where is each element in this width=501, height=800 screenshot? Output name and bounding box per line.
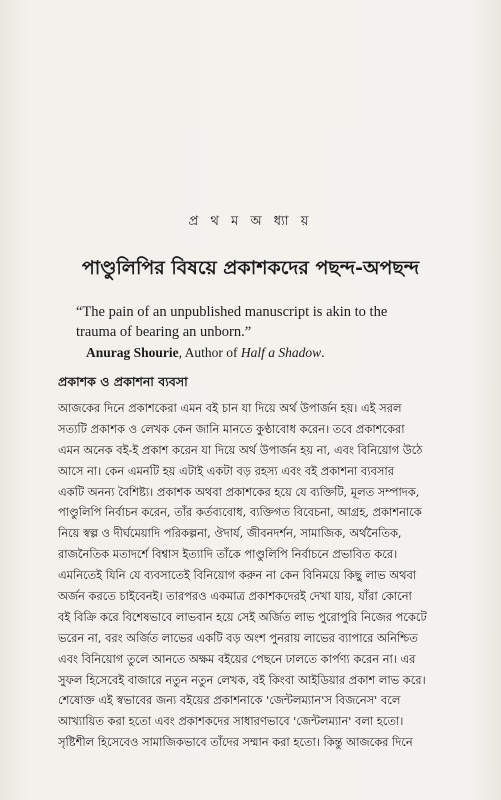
paragraph-line: একটি অনন্য বৈশিষ্ট্য। প্রকাশক অথবা প্রকাশকের হয়ে যে ব্যক্তিটি, মূলত সম্পাদক, xyxy=(58,484,420,499)
paragraph-line: শেষোক্ত এই স্বভাবের জন্য বইয়ের প্রকাশনাকে 'জেন্টলম্যান'স বিজনেস' বলে xyxy=(58,693,401,708)
paragraph-line: বই বিক্রি করে বিশেষভাবে লাভবান হয়ে সেই অর্জিত লাভ পুরোপুরি নিজের পকেটে xyxy=(58,609,427,624)
paragraph-line: আসে না। কেন এমনটি হয় এটাই একটা বড় রহস্য এবং বই প্রকাশনা ব্যবসার xyxy=(58,463,395,478)
paragraph-line: অর্জন করতে চাইবেনই। তারপরও একমাত্র প্রকাশকদেরই দেখা যায়, যাঁরা কোনো xyxy=(58,589,412,604)
epigraph-author: Anurag Shourie xyxy=(86,345,179,360)
paragraph-line: সত্যটি প্রকাশক ও লেখক কেন জানি মানতে কুণ্ঠাবোধ করেন। তবে প্রকাশকেরা xyxy=(58,421,405,436)
paragraph-line: আখ্যায়িত করা হতো এবং প্রকাশকদের সাধারণভাবে 'জেন্টলম্যান' বলা হতো। xyxy=(58,714,404,729)
section-heading: প্রকাশক ও প্রকাশনা ব্যবসা xyxy=(58,374,188,389)
paragraph-line: সৃষ্টিশীল হিসেবেও সামাজিকভাবে তাঁদের সম্মান করা হতো। কিন্তু আজকের দিনে xyxy=(58,735,413,750)
paragraph-line: রাজনৈতিক মতাদর্শে বিশ্বাস ইত্যাদি তাঁকে পাণ্ডুলিপি নির্বাচনে প্রভাবিত করে। xyxy=(58,547,398,562)
body-paragraph xyxy=(58,398,458,753)
chapter-label: প্র থ ম অ ধ্যা য় xyxy=(188,214,313,229)
paragraph-line: আজকের দিনে প্রকাশকেরা এমন বই চান যা দিয়ে অর্থ উপার্জন হয়। এই সরল xyxy=(58,401,402,415)
epigraph-line-2: trauma of bearing an unborn.” xyxy=(76,324,252,340)
paragraph-line: ভরেন না, বরং অর্জিত লাভের একটি বড় অংশ পুনরায় লাভের ব্যাপারে অনিশ্চিত xyxy=(58,630,418,645)
paragraph-line: নিয়ে স্বল্প ও দীর্ঘমেয়াদি পরিকল্পনা, ঔদার্য, জীবনদর্শন, সামাজিক, অর্থনৈতিক, xyxy=(58,526,402,541)
chapter-title: পাণ্ডুলিপির বিষয়ে প্রকাশকদের পছন্দ-অপছন্দ xyxy=(81,257,420,279)
paragraph-line: এমন অনেক বই-ই প্রকাশ করেন যা দিয়ে অর্থ উপার্জন হয় না, এবং বিনিয়োগ উঠে xyxy=(58,442,423,457)
epigraph-quote xyxy=(76,302,436,342)
epigraph-line-1: “The pain of an unpublished manuscript is akin to the xyxy=(76,304,388,320)
paragraph-line: পাণ্ডুলিপি নির্বাচন করেন, তাঁর কর্তব্যবোধ, ব্যক্তিগত বিবেচনা, আগ্রহ, প্রকাশনাকে xyxy=(58,505,422,520)
paragraph-line: এবং বিনিয়োগ তুলে আনতে অক্ষম বইয়ের পেছনে ঢালতে কার্পণ্য করেন না। এর xyxy=(58,651,416,666)
epigraph-attribution xyxy=(86,345,446,361)
epigraph-book-title: Half a Shadow xyxy=(240,345,322,360)
paragraph-line: এমনিতেই যিনি যে ব্যবসাতেই বিনিয়োগ করুন না কেন বিনিময়ে কিছু লাভ অথবা xyxy=(58,568,417,583)
paragraph-line: সুফল হিসেবেই বাজারে নতুন নতুন লেখক, বই কিংবা আইডিয়ার প্রকাশ লাভ করে। xyxy=(58,672,426,687)
epigraph-author-of: , Author of xyxy=(178,345,241,360)
epigraph-end: . xyxy=(321,345,325,360)
